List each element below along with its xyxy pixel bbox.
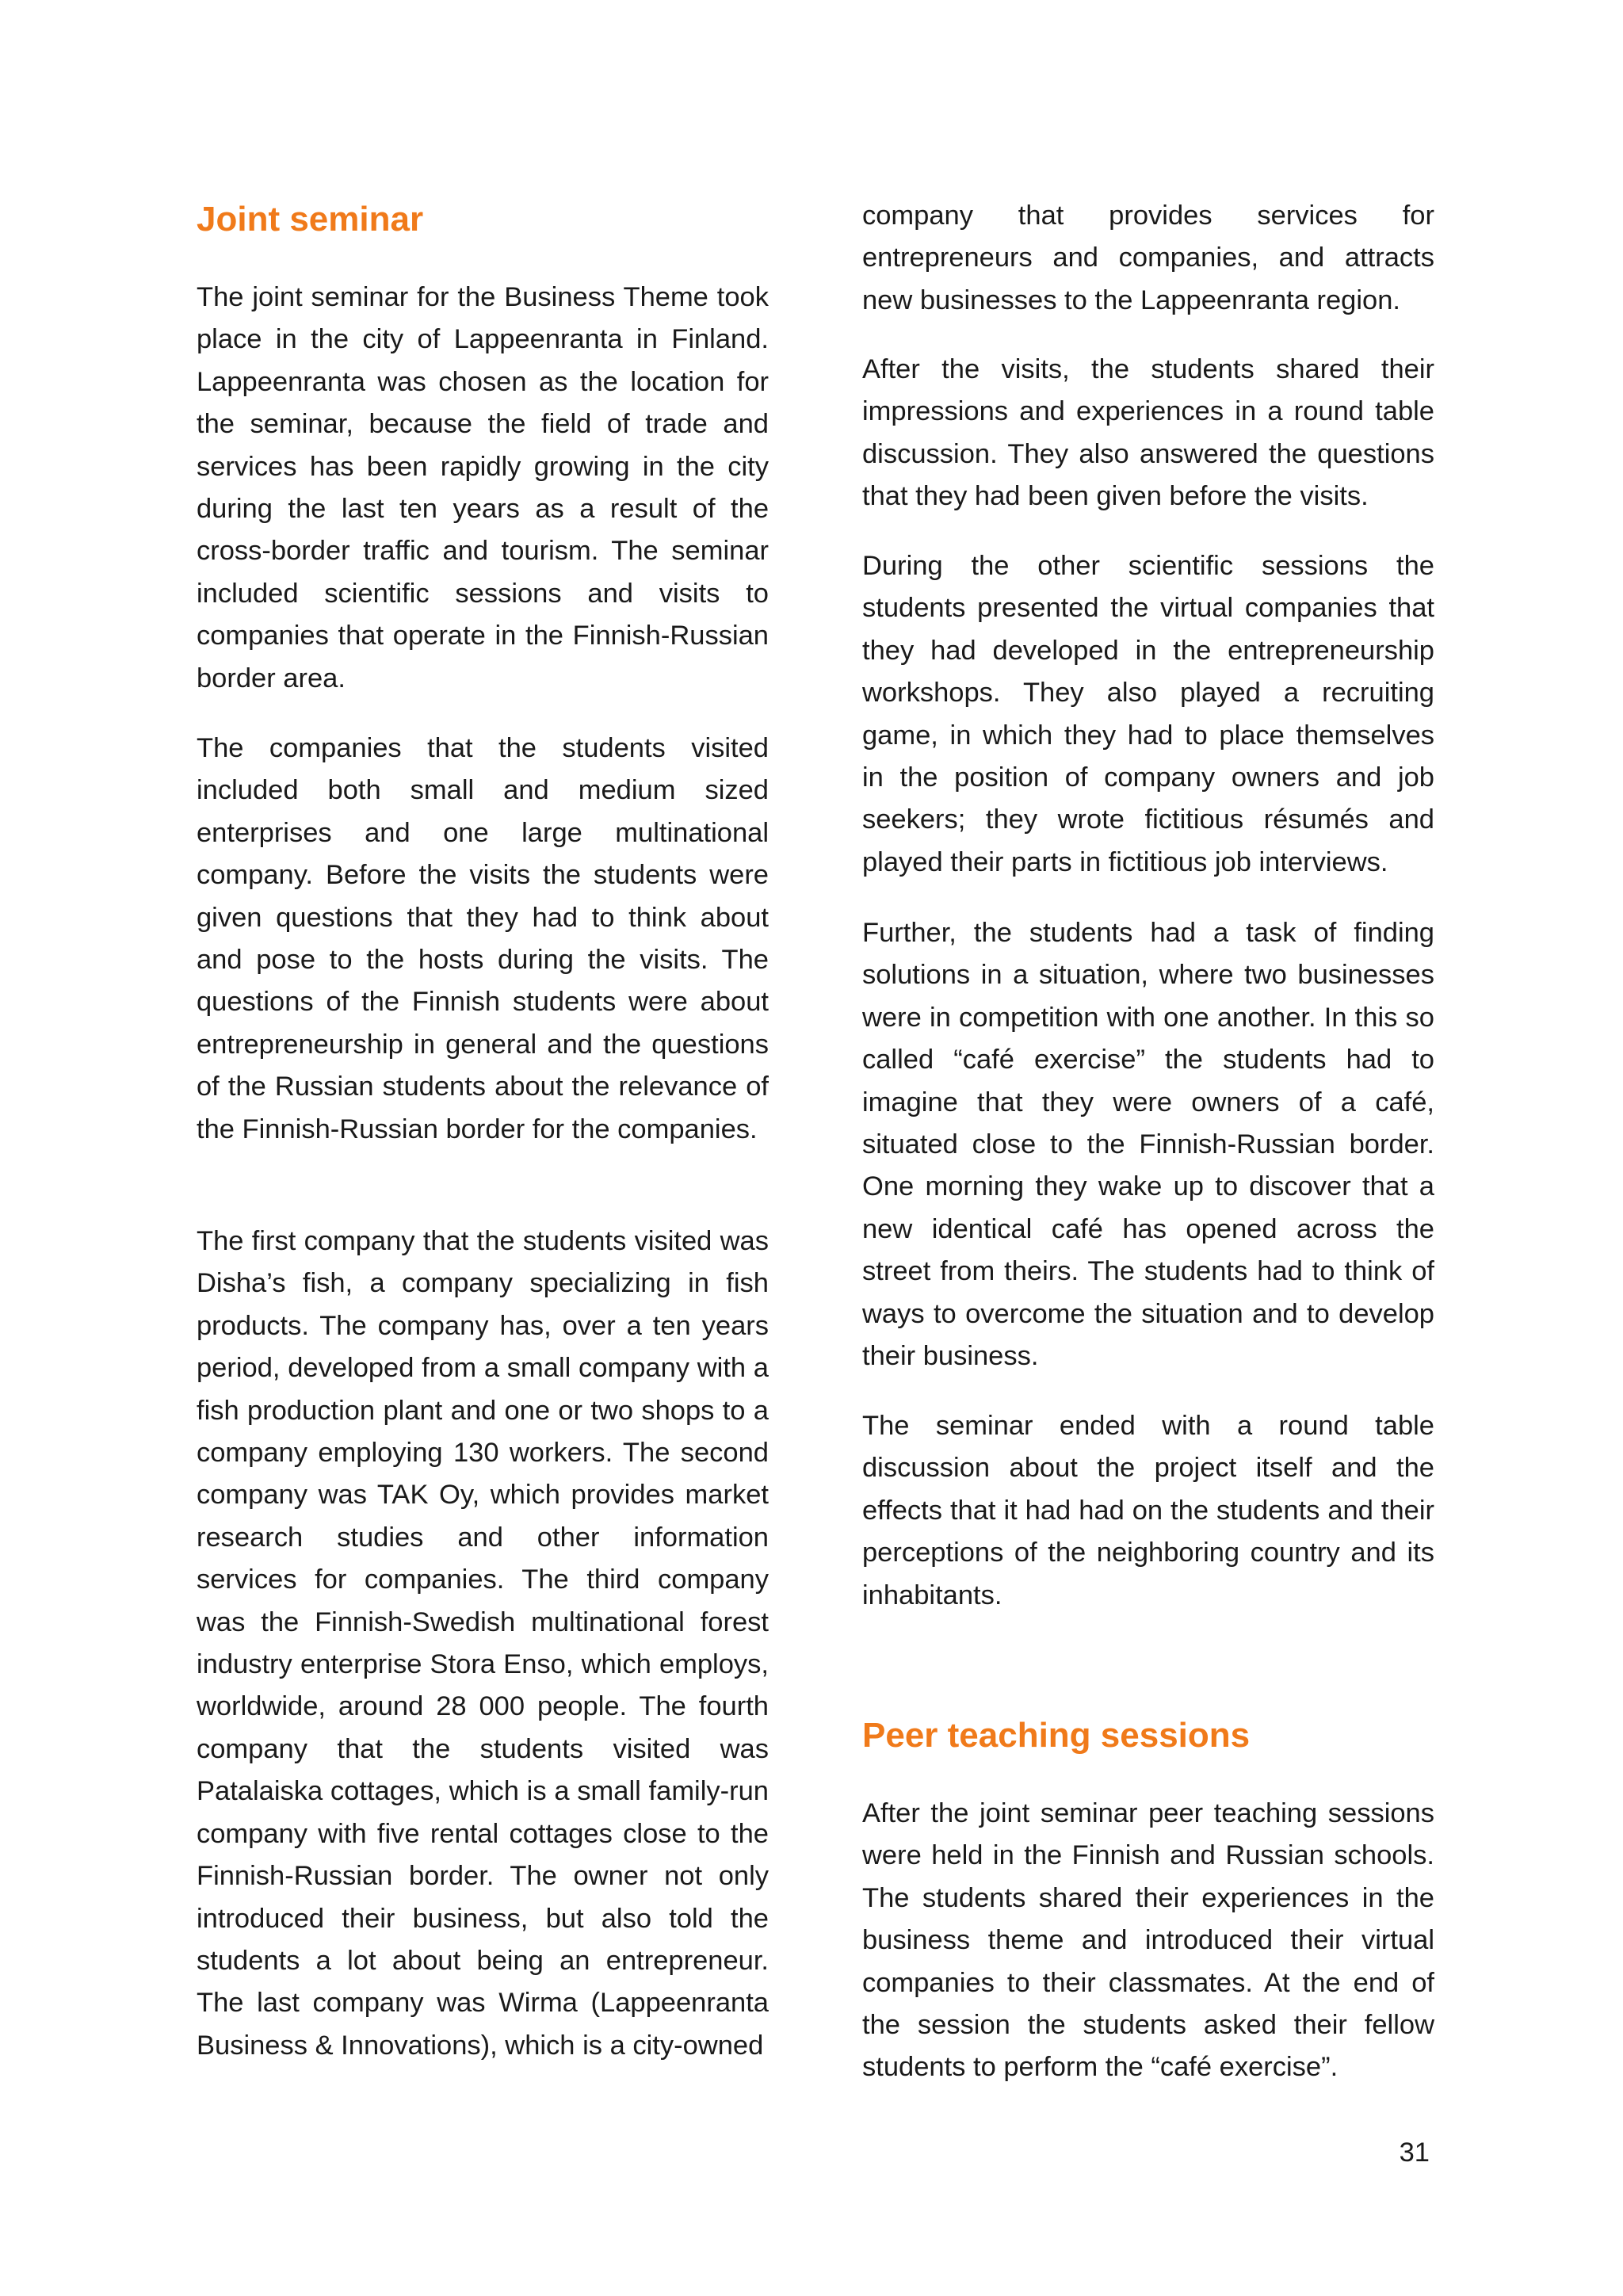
paragraph: The first company that the students visited was Disha’s fish, a company specializing in fish products. The company has, over a ten years period, developed from a small company with a fish production plant and one or two shops to a company employing 130 workers. The second company was TAK Oy, which provides market research studies and other information services for companies. The third company was the Finnish-Swedish multinational forest industry enterprise Stora Enso, which employs, worldwide, around 28 000 people. The fourth company that the students visited was Patalaiska cottages, which is a small family-run company with five rental cottages close to the Finnish-Russian border. The owner not only introduced their business, but also told the students a lot about being an entrepreneur. The last company was Wirma (Lappeenranta Business & Innovations), which is a city-owned bbox=[197, 1226, 769, 2061]
joint-seminar-heading: Joint seminar bbox=[197, 200, 424, 239]
paragraph: The seminar ended with a round table discussion about the project itself and the effects that it had had on the students and their perceptions of the neighboring country and its inhabitants. bbox=[862, 1411, 1434, 1610]
peer-teaching-heading: Peer teaching sessions bbox=[862, 1716, 1251, 1755]
paragraph: During the other scientific sessions the students presented the virtual companies that they had developed in the entrepreneurship workshops. They also played a recruiting game, in which they had to place themselves in the position of company owners and job seekers; they wrote fictitious résumés and played their parts in fictitious job interviews. bbox=[862, 551, 1434, 877]
paragraph: After the joint seminar peer teaching sessions were held in the Finnish and Russian schools. The students shared their experiences in the business theme and introduced their virtual companies to their classmates. At the end of the session the students asked their fellow students to perform the “café exercise”. bbox=[862, 1798, 1434, 2083]
paragraph: The companies that the students visited included both small and medium sized enterprises and one large multinational company. Before the visits the students were given questions that they had to think about and pose to the hosts during the visits. The questions of the Finnish students were about entrepreneurship in general and the questions of the Russian students about the relevance of the Finnish-Russian border for the companies. bbox=[197, 733, 769, 1144]
paragraph: After the visits, the students shared their impressions and experiences in a round table discussion. They also answered the questions that they had been given before the visits. bbox=[862, 354, 1434, 512]
paragraph: The joint seminar for the Business Theme took place in the city of Lappeenranta in Finland. Lappeenranta was chosen as the location for the seminar, because the field of trade and services has been rapidly growing in the city during the last ten years as a result of the cross-border traffic and tourism. The seminar included scientific sessions and visits to companies that operate in the Finnish-Russian border area. bbox=[197, 282, 769, 693]
paragraph: Further, the students had a task of finding solutions in a situation, where two businesses were in competition with one another. In this so called “café exercise” the students had to imagine that they were owners of a café, situated close to the Finnish-Russian border. One morning they wake up to discover that a new identical café has opened across the street from theirs. The students had to think of ways to overcome the situation and to develop their business. bbox=[862, 918, 1434, 1372]
page-number: 31 bbox=[1399, 2137, 1430, 2168]
paragraph: company that provides services for entrepreneurs and companies, and attracts new businesses to the Lappeenranta region. bbox=[862, 201, 1434, 315]
